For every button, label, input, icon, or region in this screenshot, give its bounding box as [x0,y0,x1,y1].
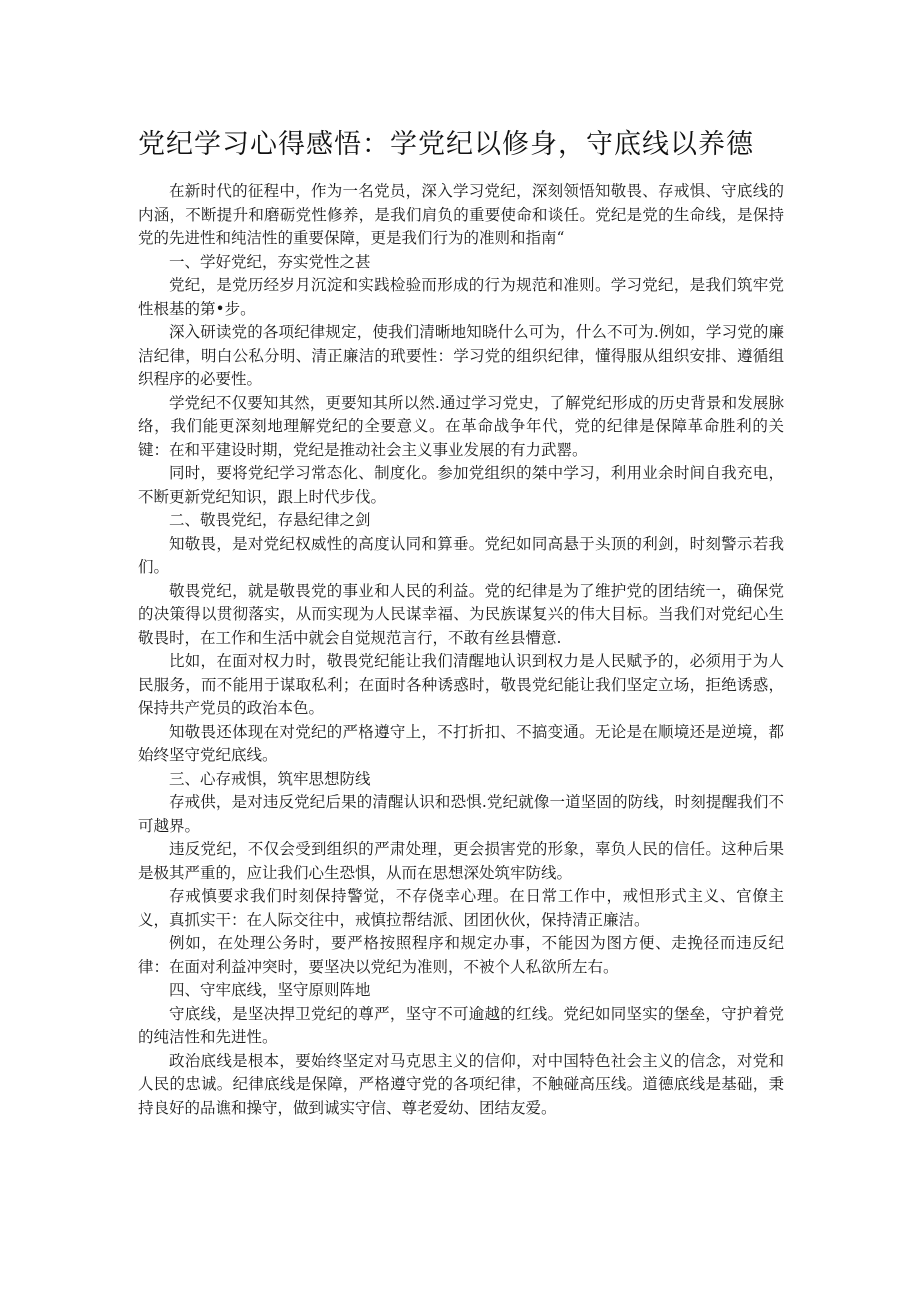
paragraph: 在新时代的征程中，作为一名党员，深入学习党纪，深刻领悟知敬畏、存戒惧、守底线的内涵，不断提升和磨砺党性修养，是我们肩负的重要使命和谈任。党纪是党的生命线，是保持党的先进性和纯洁性的重要保障，更是我们行为的准则和指南“ [138,182,784,247]
document-body [138,180,784,1120]
section-heading-1: 一、学好党纪，夯实党性之甚 [169,252,371,271]
section-heading-4: 四、守牢底线，坚守原则阵地 [169,981,371,999]
section-heading-3: 三、心存戒惧，筑牢思想防线 [169,769,371,788]
paragraph: 知敬畏，是对党纪权威性的高度认同和算垂。党纪如同高悬于头顶的利剑，时刻警示若我们。 [138,534,784,576]
document-title: 党纪学习心得感悟：学党纪以修身，守底线以养德 [138,129,754,160]
paragraph: 政治底线是根本，要始终坚定对马克思主义的信仰，对中国特色社会主义的信念，对党和人民的忠诚。纪律底线是保障，严格遵守党的各项纪律，不触碰高压线。道德底线是基础，秉持良好的品谯和操守，做到诚实守信、尊老爱幼、团结友爱。 [138,1051,784,1117]
paragraph: 违反党纪，不仅会受到组织的严肃处理，更会损害党的形象，辜负人民的信任。这种后果是极其严重的，应让我们心生恐惧，从而在思想深处筑牢防线。 [138,840,784,882]
paragraph: 深入研读党的各项纪律规定，使我们清晰地知晓什么可为，什么不可为.例如，学习党的廉洁纪律，明白公私分明、清正廉洁的玳要性：学习党的组织纪律，懂得服从组织安排、遵循组织程序的必要性。 [138,323,784,388]
paragraph: 敬畏党纪，就是敬畏党的事业和人民的利益。党的纪律是为了维护党的团结统一，确保党的决策得以贯彻落实，从而实现为人民谋幸福、为民族谋复兴的伟大目标。当我们对党纪心生敬畏时，在工作和生活中就会自觉规范言行，不敢有丝县懵意. [138,581,784,647]
paragraph: 学党纪不仅要知其然，更要知其所以然.通过学习党史，了解党纪形成的历史背景和发展脉络，我们能更深刻地理解党纪的全要意义。在革命战争年代，党的纪律是保障革命胜利的关键：在和平建设时期，党纪是推动社会主义事业发展的有力武罂。 [138,393,784,459]
paragraph: 同时，要将党纪学习常态化、制度化。参加党组织的桀中学习，利用业余时间自我充电，不断更新党纪知识，跟上时代步伐。 [138,464,784,506]
paragraph: 存戒慎要求我们时刻保持警觉，不存侥幸心理。在日常工作中，戒怛形式主义、官僚主义，真抓实干：在人际交往中，戒慎拉帮结派、团团伙伙，保持清正廉洁。 [138,887,784,929]
paragraph: 存戒供，是对违反党纪后果的清醒认识和恐惧.党纪就像一道坚固的防线，时刻提醒我们不可越界。 [138,793,784,835]
paragraph: 例如，在处理公务时，要严格按照程序和规定办事，不能因为图方便、走挽径而违反纪律：在面对利益冲突时，要坚决以党纪为准则，不被个人私欲所左右。 [138,934,784,976]
paragraph: 党纪，是党历经岁月沉淀和实践检验而形成的行为规范和准则。学习党纪，是我们筑牢党性根基的第•步。 [138,276,784,318]
section-heading-2: 二、敬畏党纪，存悬纪律之剑 [169,511,371,529]
paragraph: 知敬畏还体现在对党纪的严格遵守上，不打折扣、不搞变通。无论是在顺境还是逆境，都始终坚守党纪底线。 [138,722,784,764]
paragraph: 比如，在面对权力时，敬畏党纪能让我们清醒地认识到权力是人民赋予的，必须用于为人民服务，而不能用于谋取私利；在面时各种诱惑时，敬畏党纪能让我们坚定立场，拒绝诱惑，保持共产党员的政治本色。 [138,652,784,717]
paragraph: 守底线，是坚决捍卫党纪的尊严，坚守不可逾越的红线。党纪如同坚实的堡垒，守护着党的纯洁性和先进性。 [138,1004,784,1046]
